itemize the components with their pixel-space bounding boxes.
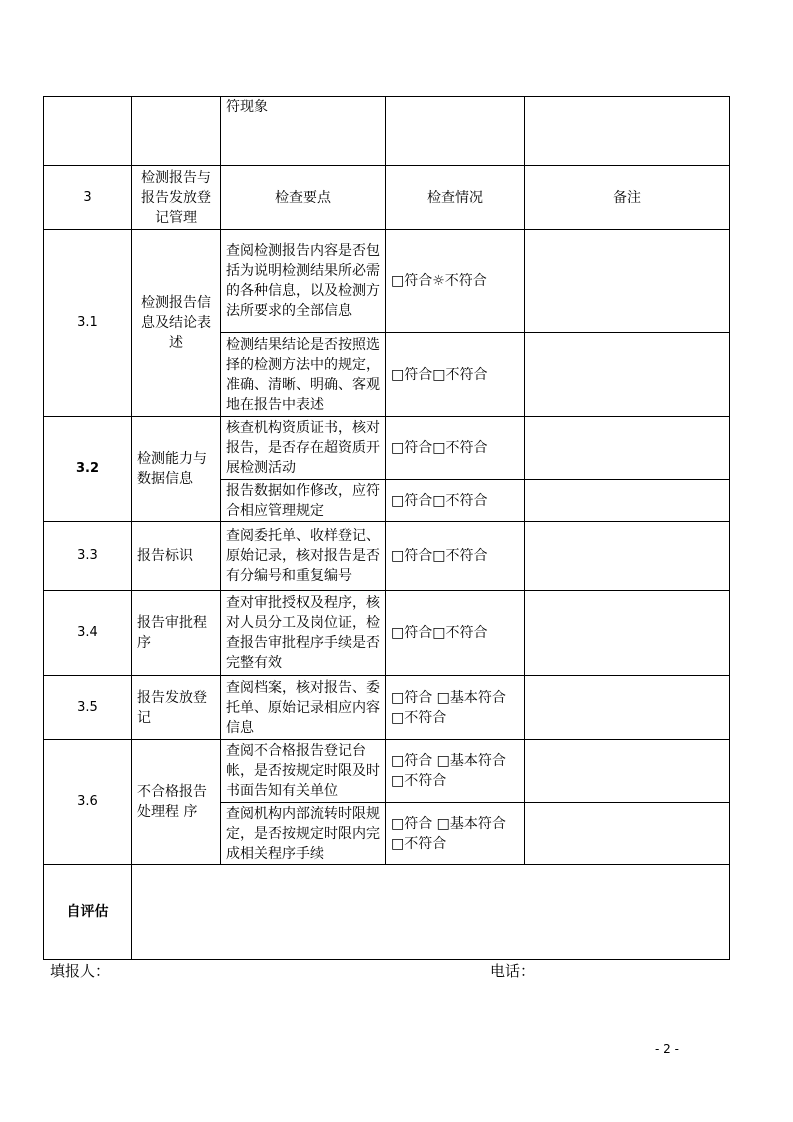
notes-cell[interactable] [525,803,730,865]
self-eval-row [44,865,730,960]
notes-cell[interactable] [525,480,730,522]
notes-cell[interactable] [525,676,730,740]
table-row [44,97,730,166]
notes-cell[interactable] [525,740,730,803]
requirement-cell: 报告数据如作修改，应符合相应管理规定 [221,480,386,522]
status-line: □符合 □基本符合 [391,689,506,706]
section-title: 检测报告与报告发放登记管理 [132,166,221,230]
item-title: 不合格报告处理程 序 [132,740,221,865]
item-title: 报告标识 [132,522,221,591]
requirement-cell: 检测结果结论是否按照选择的检测方法中的规定，准确、清晰、明确、客观地在报告中表述 [221,333,386,417]
status-line: □符合 □基本符合 [391,815,506,832]
notes-cell[interactable] [525,230,730,333]
table-row [44,591,730,676]
page-number: - 2 - [655,1042,679,1056]
item-title: 检测报告信息及结论表述 [132,230,221,417]
table-row [44,740,730,803]
section-header-row [44,166,730,230]
status-checkbox-group[interactable]: □符合□不符合 [386,333,525,417]
item-cell [132,97,221,166]
table-row [44,230,730,333]
num-cell [44,97,132,166]
inspection-table [43,96,730,960]
notes-cell[interactable] [525,522,730,591]
item-number: 3.6 [44,740,132,865]
status-line: □符合 □基本符合 [391,753,506,769]
status-checkbox-group[interactable]: □符合□不符合 [386,480,525,522]
item-number: 3.2 [44,417,132,522]
requirement-cell: 符现象 [221,97,386,166]
item-number: 3.5 [44,676,132,740]
status-checkbox-group[interactable] [386,740,525,803]
status-cell[interactable] [386,97,525,166]
filler-label: 填报人： [50,962,111,980]
self-eval-label: 自评估 [44,865,132,960]
status-line: □不符合 [391,709,447,726]
requirement-cell: 查阅不合格报告登记台帐，是否按规定时限及时书面告知有关单位 [221,740,386,803]
column-header-requirement: 检查要点 [221,166,386,230]
self-eval-field[interactable] [132,865,730,960]
status-line: □不符合 [391,773,447,789]
table-row [44,522,730,591]
status-checkbox-group[interactable] [386,676,525,740]
status-checkbox-group[interactable]: □符合☼不符合 [386,230,525,333]
requirement-cell: 查阅机构内部流转时限规定，是否按规定时限内完成相关程序手续 [221,803,386,865]
section-number: 3 [44,166,132,230]
notes-cell[interactable] [525,97,730,166]
item-title: 报告发放登记 [132,676,221,740]
notes-cell[interactable] [525,591,730,676]
status-checkbox-group[interactable]: □符合□不符合 [386,417,525,480]
item-number: 3.3 [44,522,132,591]
column-header-status: 检查情况 [386,166,525,230]
status-checkbox-group[interactable]: □符合□不符合 [386,522,525,591]
item-number: 3.1 [44,230,132,417]
item-title: 报告审批程序 [132,591,221,676]
phone-label: 电话： [490,962,536,980]
notes-cell[interactable] [525,417,730,480]
column-header-notes: 备注 [525,166,730,230]
table-row [44,676,730,740]
status-checkbox-group[interactable]: □符合□不符合 [386,591,525,676]
notes-cell[interactable] [525,333,730,417]
item-number: 3.4 [44,591,132,676]
status-line: □不符合 [391,835,447,852]
requirement-cell: 核查机构资质证书，核对报告，是否存在超资质开展检测活动 [221,417,386,480]
table-row [44,417,730,480]
requirement-cell: 查阅委托单、收样登记、原始记录，核对报告是否有分编号和重复编号 [221,522,386,591]
requirement-cell: 查阅检测报告内容是否包括为说明检测结果所必需的各种信息，以及检测方法所要求的全部信息 [221,230,386,333]
status-checkbox-group[interactable] [386,803,525,865]
item-title: 检测能力与数据信息 [132,417,221,522]
requirement-cell: 查对审批授权及程序，核对人员分工及岗位证，检查报告审批程序手续是否完整有效 [221,591,386,676]
requirement-cell: 查阅档案，核对报告、委托单、原始记录相应内容信息 [221,676,386,740]
